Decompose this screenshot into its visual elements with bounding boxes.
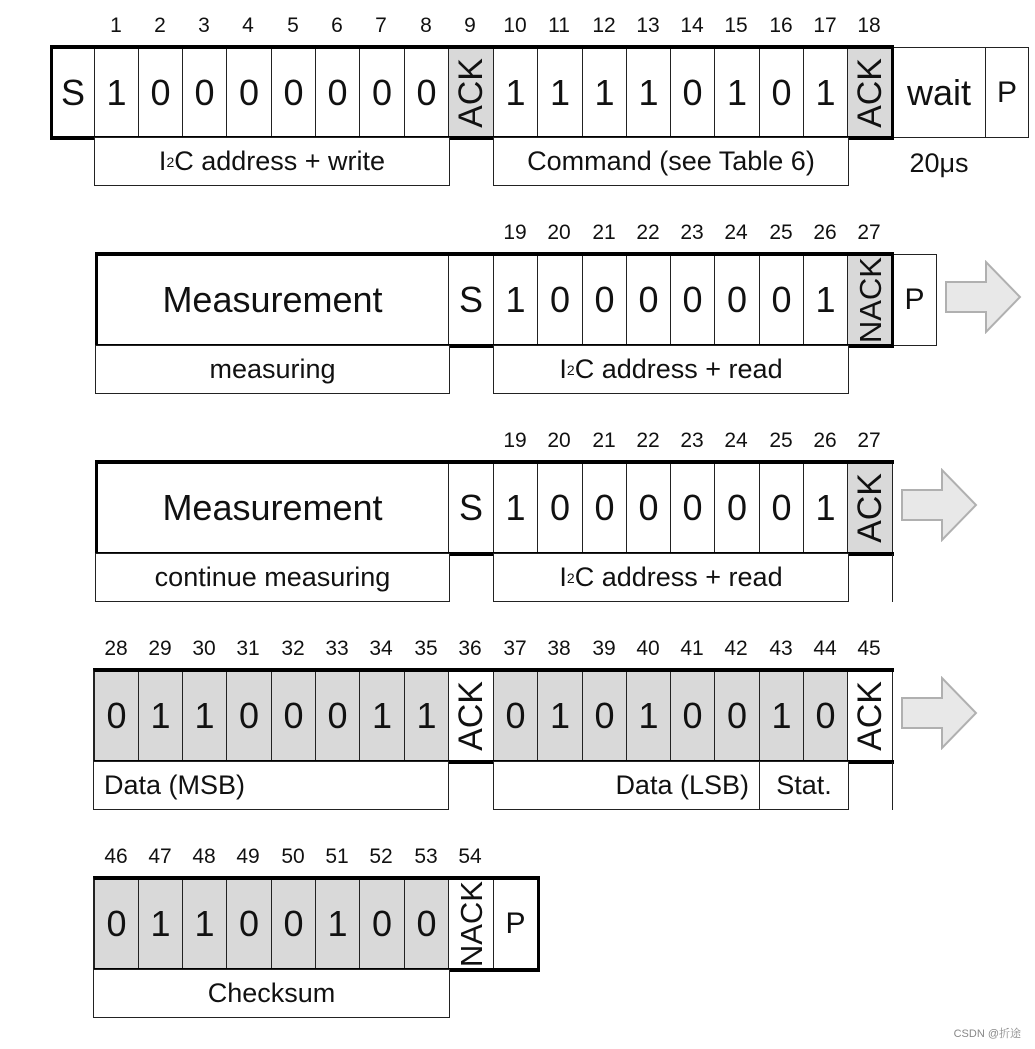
- bit-number: 8: [420, 14, 432, 37]
- bit-number: 33: [325, 637, 349, 660]
- data-bit: 0: [94, 670, 139, 762]
- bit-number: 22: [636, 221, 660, 244]
- bit-number: 27: [857, 221, 881, 244]
- bit-number: 15: [724, 14, 748, 37]
- bit-cell: 1: [626, 47, 671, 138]
- watermark: CSDN @折途: [953, 1028, 1021, 1040]
- row5-frame: [93, 876, 540, 972]
- checksum-bit: 0: [226, 878, 272, 970]
- bit-cell: 0: [670, 47, 715, 138]
- bit-number: 1: [110, 14, 122, 37]
- bit-number: 10: [503, 14, 527, 37]
- bit-cell: 0: [670, 462, 715, 554]
- continue-arrow-icon: [900, 468, 978, 542]
- ack-text: ACK: [851, 681, 889, 751]
- checksum-bit: 0: [404, 878, 449, 970]
- stop-bit: P: [493, 878, 538, 970]
- bit-number: 14: [680, 14, 704, 37]
- bit-number: 21: [592, 429, 616, 452]
- bit-number: 35: [414, 637, 438, 660]
- label-i2c-sup: 2: [566, 361, 575, 378]
- data-bit: 0: [714, 670, 760, 762]
- bit-number: 52: [369, 845, 393, 868]
- bit-number: 41: [680, 637, 704, 660]
- bit-number: 9: [464, 14, 476, 37]
- bit-number: 24: [724, 221, 748, 244]
- row4-frame: [93, 668, 894, 764]
- data-bit: 1: [537, 670, 583, 762]
- data-bit: 1: [359, 670, 405, 762]
- checksum-bit: 1: [182, 878, 227, 970]
- bit-cell: 1: [493, 47, 538, 138]
- bit-number: 21: [592, 221, 616, 244]
- bit-cell: 0: [537, 462, 583, 554]
- bit-cell: 0: [714, 462, 760, 554]
- label-address-read: [493, 345, 849, 394]
- start-bit: S: [51, 47, 95, 138]
- bit-number: 19: [503, 429, 527, 452]
- ack-text: ACK: [851, 473, 889, 543]
- bit-number: 39: [592, 637, 616, 660]
- bit-number: 11: [548, 14, 570, 37]
- bit-number: 7: [375, 14, 387, 37]
- bit-cell: 1: [803, 462, 848, 554]
- bit-number: 12: [592, 14, 616, 37]
- bit-number: 22: [636, 429, 660, 452]
- data-bit: 0: [315, 670, 360, 762]
- label-i2c-prefix: I: [559, 354, 567, 384]
- label-i2c-prefix: I: [158, 146, 167, 176]
- bit-number: 36: [458, 637, 482, 660]
- stop-bit: P: [985, 47, 1029, 138]
- bit-cell: 0: [626, 254, 671, 346]
- bit-cell: 1: [537, 47, 583, 138]
- bit-number: 18: [857, 14, 881, 37]
- bit-cell: 1: [493, 462, 538, 554]
- data-bit: 1: [626, 670, 671, 762]
- bit-cell: 1: [493, 254, 538, 346]
- checksum-bit: 0: [271, 878, 316, 970]
- bit-number: 43: [769, 637, 793, 660]
- bit-number: 17: [813, 14, 837, 37]
- bit-number: 26: [813, 221, 837, 244]
- bit-cell: 0: [759, 462, 804, 554]
- label-i2c-sup: 2: [166, 153, 175, 170]
- bit-cell: 0: [138, 47, 183, 138]
- bit-number: 45: [857, 637, 881, 660]
- continue-arrow-icon: [944, 260, 1022, 334]
- bit-number: 38: [547, 637, 571, 660]
- bit-cell: 1: [803, 47, 848, 138]
- data-bit: 1: [182, 670, 227, 762]
- label-address-write: [94, 137, 450, 186]
- nack-text: NACK: [852, 256, 888, 344]
- label-address-read: [493, 553, 849, 602]
- bit-number: 30: [192, 637, 216, 660]
- bit-cell: 0: [582, 462, 627, 554]
- bit-cell: 1: [582, 47, 627, 138]
- bit-number: 42: [724, 637, 748, 660]
- label-text: C address + read: [574, 562, 783, 592]
- bit-cell: 0: [582, 254, 627, 346]
- label-continue-measuring: continue measuring: [95, 553, 450, 602]
- data-bit: 0: [271, 670, 316, 762]
- bit-number: 40: [636, 637, 660, 660]
- bit-number: 53: [414, 845, 438, 868]
- bit-number: 49: [236, 845, 260, 868]
- data-bit: 1: [404, 670, 449, 762]
- bit-number: 31: [236, 637, 260, 660]
- bit-cell: 0: [359, 47, 405, 138]
- bit-number: 20: [547, 221, 571, 244]
- label-status: Stat.: [759, 761, 849, 810]
- bit-number: 5: [287, 14, 299, 37]
- row1-frame: [50, 45, 894, 140]
- bit-number: 32: [281, 637, 305, 660]
- bit-cell: 0: [404, 47, 449, 138]
- ack-text: ACK: [452, 681, 490, 751]
- label-command: Command (see Table 6): [493, 137, 849, 186]
- bit-number: 47: [148, 845, 172, 868]
- bit-cell: 0: [182, 47, 227, 138]
- row3-frame: [95, 460, 894, 556]
- divider: [892, 554, 893, 602]
- ack-text: ACK: [452, 57, 490, 128]
- bit-cell: 1: [94, 47, 139, 138]
- divider: [892, 762, 893, 810]
- status-bit: 0: [803, 670, 848, 762]
- status-bit: 1: [759, 670, 804, 762]
- label-i2c-prefix: I: [559, 562, 567, 592]
- bit-number: 28: [104, 637, 128, 660]
- label-wait-time: 20μs: [909, 148, 969, 178]
- label-data-lsb: Data (LSB): [493, 761, 760, 810]
- bit-number: 50: [281, 845, 305, 868]
- measurement-cell: Measurement: [96, 462, 449, 554]
- bit-cell: 1: [714, 47, 760, 138]
- checksum-bit: 0: [94, 878, 139, 970]
- checksum-bit: 1: [138, 878, 183, 970]
- label-text: C address + read: [574, 354, 783, 384]
- label-i2c-sup: 2: [566, 569, 575, 586]
- checksum-bit: 1: [315, 878, 360, 970]
- bit-number: 29: [148, 637, 172, 660]
- start-bit: S: [448, 254, 494, 346]
- measurement-cell: Measurement: [96, 254, 449, 346]
- data-bit: 1: [138, 670, 183, 762]
- continue-arrow-icon: [900, 676, 978, 750]
- bit-number: 27: [857, 429, 881, 452]
- bit-number: 2: [154, 14, 166, 37]
- bit-cell: 0: [271, 47, 316, 138]
- bit-number: 25: [769, 429, 793, 452]
- bit-number: 24: [724, 429, 748, 452]
- label-data-msb: Data (MSB): [93, 761, 449, 810]
- bit-number: 23: [680, 221, 704, 244]
- bit-number: 34: [369, 637, 393, 660]
- bit-number: 51: [325, 845, 349, 868]
- data-bit: 0: [226, 670, 272, 762]
- wait-cell: wait: [892, 47, 986, 138]
- data-bit: 0: [493, 670, 538, 762]
- ack-text: ACK: [851, 57, 889, 128]
- bit-cell: 0: [670, 254, 715, 346]
- label-measuring: measuring: [95, 345, 450, 394]
- bit-number: 37: [503, 637, 527, 660]
- bit-number: 16: [769, 14, 793, 37]
- checksum-bit: 0: [359, 878, 405, 970]
- bit-cell: 0: [226, 47, 272, 138]
- bit-number: 20: [547, 429, 571, 452]
- label-text: C address + write: [174, 146, 386, 176]
- bit-number: 4: [242, 14, 254, 37]
- bit-number: 19: [503, 221, 527, 244]
- bit-cell: 0: [626, 462, 671, 554]
- row2-frame: [95, 252, 894, 348]
- bit-cell: 0: [315, 47, 360, 138]
- start-bit: S: [448, 462, 494, 554]
- bit-cell: 0: [537, 254, 583, 346]
- bit-number: 54: [458, 845, 482, 868]
- bit-cell: 0: [714, 254, 760, 346]
- data-bit: 0: [670, 670, 715, 762]
- bit-number: 46: [104, 845, 128, 868]
- bit-number: 23: [680, 429, 704, 452]
- nack-text: NACK: [453, 880, 489, 968]
- bit-number: 13: [636, 14, 660, 37]
- bit-cell: 0: [759, 47, 804, 138]
- bit-number: 3: [198, 14, 210, 37]
- bit-cell: 0: [759, 254, 804, 346]
- label-checksum: Checksum: [93, 969, 450, 1018]
- bit-cell: 1: [803, 254, 848, 346]
- bit-number: 48: [192, 845, 216, 868]
- bit-number: 25: [769, 221, 793, 244]
- stop-bit: P: [892, 254, 937, 346]
- bit-number: 26: [813, 429, 837, 452]
- data-bit: 0: [582, 670, 627, 762]
- bit-number: 44: [813, 637, 837, 660]
- bit-number: 6: [331, 14, 343, 37]
